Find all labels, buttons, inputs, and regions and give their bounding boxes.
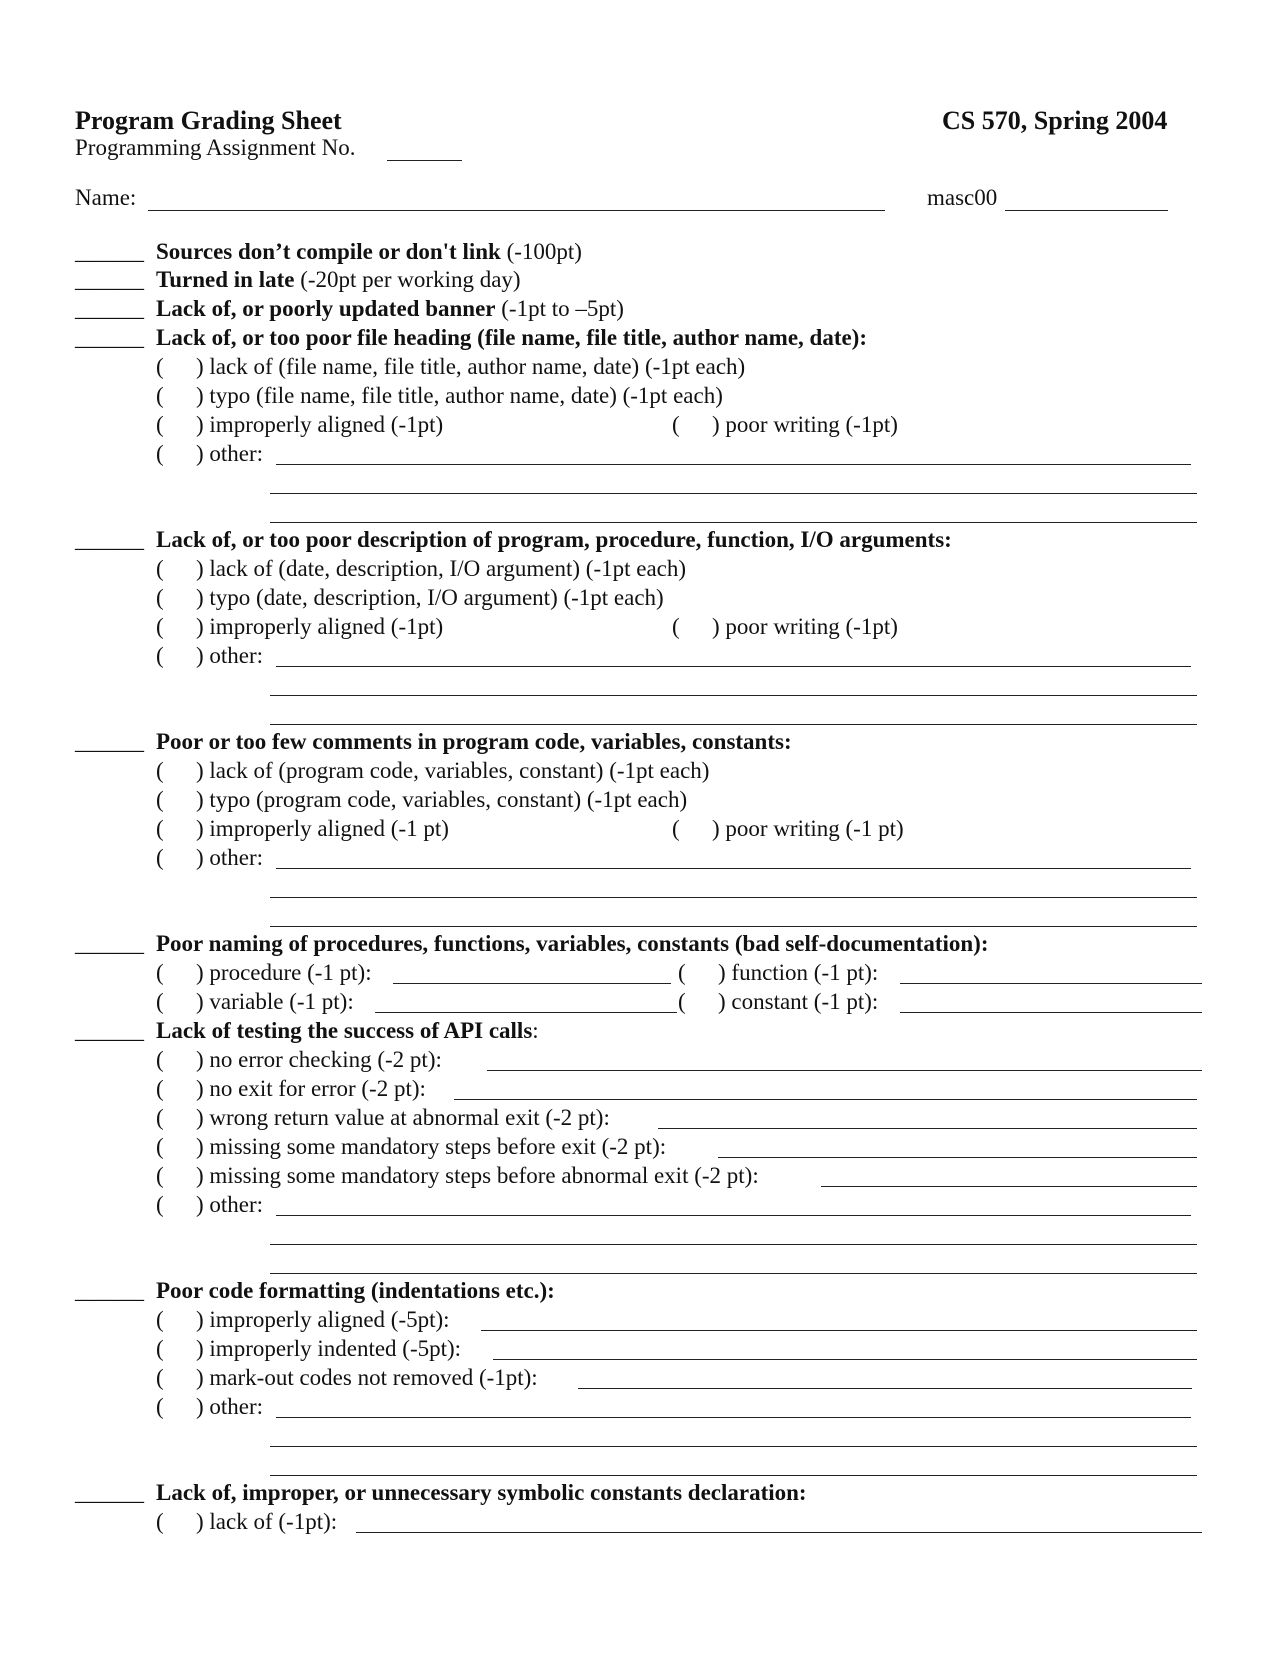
section-heading: Lack of, or too poor file heading (file name, file title, author name, date): [156, 325, 868, 350]
checkbox-item[interactable]: ( ) other: [156, 845, 264, 870]
comment-line[interactable] [270, 1475, 1197, 1476]
section-heading: Lack of, improper, or unnecessary symbolic constants declaration: [156, 1480, 807, 1505]
course-label: CS 570, Spring 2004 [942, 106, 1168, 135]
answer-line[interactable] [578, 1388, 1192, 1389]
comment-line[interactable] [270, 522, 1197, 523]
score-blank[interactable]: ______ [75, 1480, 144, 1505]
account-field[interactable] [1005, 210, 1168, 211]
answer-line[interactable] [900, 983, 1202, 984]
checkbox-item[interactable]: ( ) other: [156, 441, 264, 466]
checkbox-item[interactable]: ( ) improperly aligned (-1pt) [156, 614, 444, 639]
checkbox-item[interactable]: ( ) other: [156, 643, 264, 668]
comment-line[interactable] [276, 1215, 1191, 1216]
checkbox-item[interactable]: ( ) poor writing (-1pt) [672, 412, 898, 437]
checkbox-item[interactable]: ( ) no error checking (-2 pt): [156, 1047, 442, 1072]
answer-line[interactable] [718, 1157, 1197, 1158]
comment-line[interactable] [270, 695, 1197, 696]
checkbox-item[interactable]: ( ) no exit for error (-2 pt): [156, 1076, 426, 1101]
checklist-item: Sources don’t compile or don't link (-100pt) [156, 239, 582, 264]
comment-line[interactable] [276, 868, 1191, 869]
checkbox-item[interactable]: ( ) missing some mandatory steps before exit (-2 pt): [156, 1134, 667, 1159]
checkbox-item[interactable]: ( ) improperly aligned (-1pt) [156, 412, 444, 437]
section-heading: Lack of testing the success of API calls: [156, 1018, 539, 1043]
answer-line[interactable] [375, 1012, 677, 1013]
score-blank[interactable]: ______ [75, 931, 144, 956]
checkbox-item[interactable]: ( ) procedure (-1 pt): [156, 960, 372, 985]
checklist-item: Lack of, or poorly updated banner (-1pt to –5pt) [156, 296, 624, 321]
comment-line[interactable] [276, 464, 1191, 465]
comment-line[interactable] [270, 926, 1197, 927]
account-prefix: masc00 [927, 185, 998, 210]
checkbox-item[interactable]: ( ) mark-out codes not removed (-1pt): [156, 1365, 538, 1390]
section-heading: Lack of, or too poor description of program, procedure, function, I/O arguments: [156, 527, 952, 552]
answer-line[interactable] [493, 1359, 1197, 1360]
checkbox-item[interactable]: ( ) constant (-1 pt): [678, 989, 879, 1014]
section-heading: Poor or too few comments in program code, variables, constants: [156, 729, 792, 754]
checkbox-item[interactable]: ( ) missing some mandatory steps before abnormal exit (-2 pt): [156, 1163, 759, 1188]
score-blank[interactable]: ______ [75, 1278, 144, 1303]
comment-line[interactable] [270, 1244, 1197, 1245]
comment-line[interactable] [270, 1446, 1197, 1447]
checkbox-item[interactable]: ( ) lack of (-1pt): [156, 1509, 338, 1534]
assignment-label: Programming Assignment No. [75, 135, 356, 160]
checkbox-item[interactable]: ( ) lack of (date, description, I/O argument) (-1pt each) [156, 556, 687, 581]
section-heading: Poor code formatting (indentations etc.): [156, 1278, 555, 1303]
section-heading: Poor naming of procedures, functions, variables, constants (bad self-documentation): [156, 931, 989, 956]
checkbox-item[interactable]: ( ) typo (file name, file title, author name, date) (-1pt each) [156, 383, 723, 408]
checkbox-item[interactable]: ( ) lack of (file name, file title, author name, date) (-1pt each) [156, 354, 746, 379]
checkbox-item[interactable]: ( ) typo (date, description, I/O argument) (-1pt each) [156, 585, 664, 610]
checkbox-item[interactable]: ( ) other: [156, 1394, 264, 1419]
checkbox-item[interactable]: ( ) poor writing (-1pt) [672, 614, 898, 639]
score-blank[interactable]: ______ [75, 527, 144, 552]
checklist-item: Turned in late (-20pt per working day) [156, 267, 521, 292]
score-blank[interactable]: ______ [75, 1018, 144, 1043]
name-field[interactable] [148, 210, 885, 211]
answer-line[interactable] [821, 1186, 1197, 1187]
comment-line[interactable] [276, 666, 1191, 667]
checkbox-item[interactable]: ( ) improperly aligned (-1 pt) [156, 816, 449, 841]
page-title: Program Grading Sheet [75, 106, 342, 135]
checkbox-item[interactable]: ( ) variable (-1 pt): [156, 989, 354, 1014]
answer-line[interactable] [900, 1012, 1202, 1013]
checkbox-item[interactable]: ( ) typo (program code, variables, constant) (-1pt each) [156, 787, 688, 812]
comment-line[interactable] [270, 724, 1197, 725]
checkbox-item[interactable]: ( ) wrong return value at abnormal exit (-2 pt): [156, 1105, 610, 1130]
answer-line[interactable] [658, 1128, 1197, 1129]
score-blank[interactable]: ______ [75, 239, 144, 264]
answer-line[interactable] [393, 983, 671, 984]
checkbox-item[interactable]: ( ) lack of (program code, variables, constant) (-1pt each) [156, 758, 710, 783]
answer-line[interactable] [356, 1532, 1202, 1533]
score-blank[interactable]: ______ [75, 296, 144, 321]
checkbox-item[interactable]: ( ) function (-1 pt): [678, 960, 879, 985]
checkbox-item[interactable]: ( ) poor writing (-1 pt) [672, 816, 904, 841]
checkbox-item[interactable]: ( ) improperly aligned (-5pt): [156, 1307, 450, 1332]
comment-line[interactable] [270, 493, 1197, 494]
comment-line[interactable] [276, 1417, 1191, 1418]
answer-line[interactable] [454, 1099, 1197, 1100]
checkbox-item[interactable]: ( ) other: [156, 1192, 264, 1217]
comment-line[interactable] [270, 1273, 1197, 1274]
score-blank[interactable]: ______ [75, 729, 144, 754]
name-label: Name: [75, 185, 137, 210]
assignment-number-field[interactable] [387, 160, 462, 161]
checkbox-item[interactable]: ( ) improperly indented (-5pt): [156, 1336, 462, 1361]
answer-line[interactable] [481, 1330, 1197, 1331]
comment-line[interactable] [270, 897, 1197, 898]
score-blank[interactable]: ______ [75, 267, 144, 292]
score-blank[interactable]: ______ [75, 325, 144, 350]
answer-line[interactable] [487, 1070, 1202, 1071]
